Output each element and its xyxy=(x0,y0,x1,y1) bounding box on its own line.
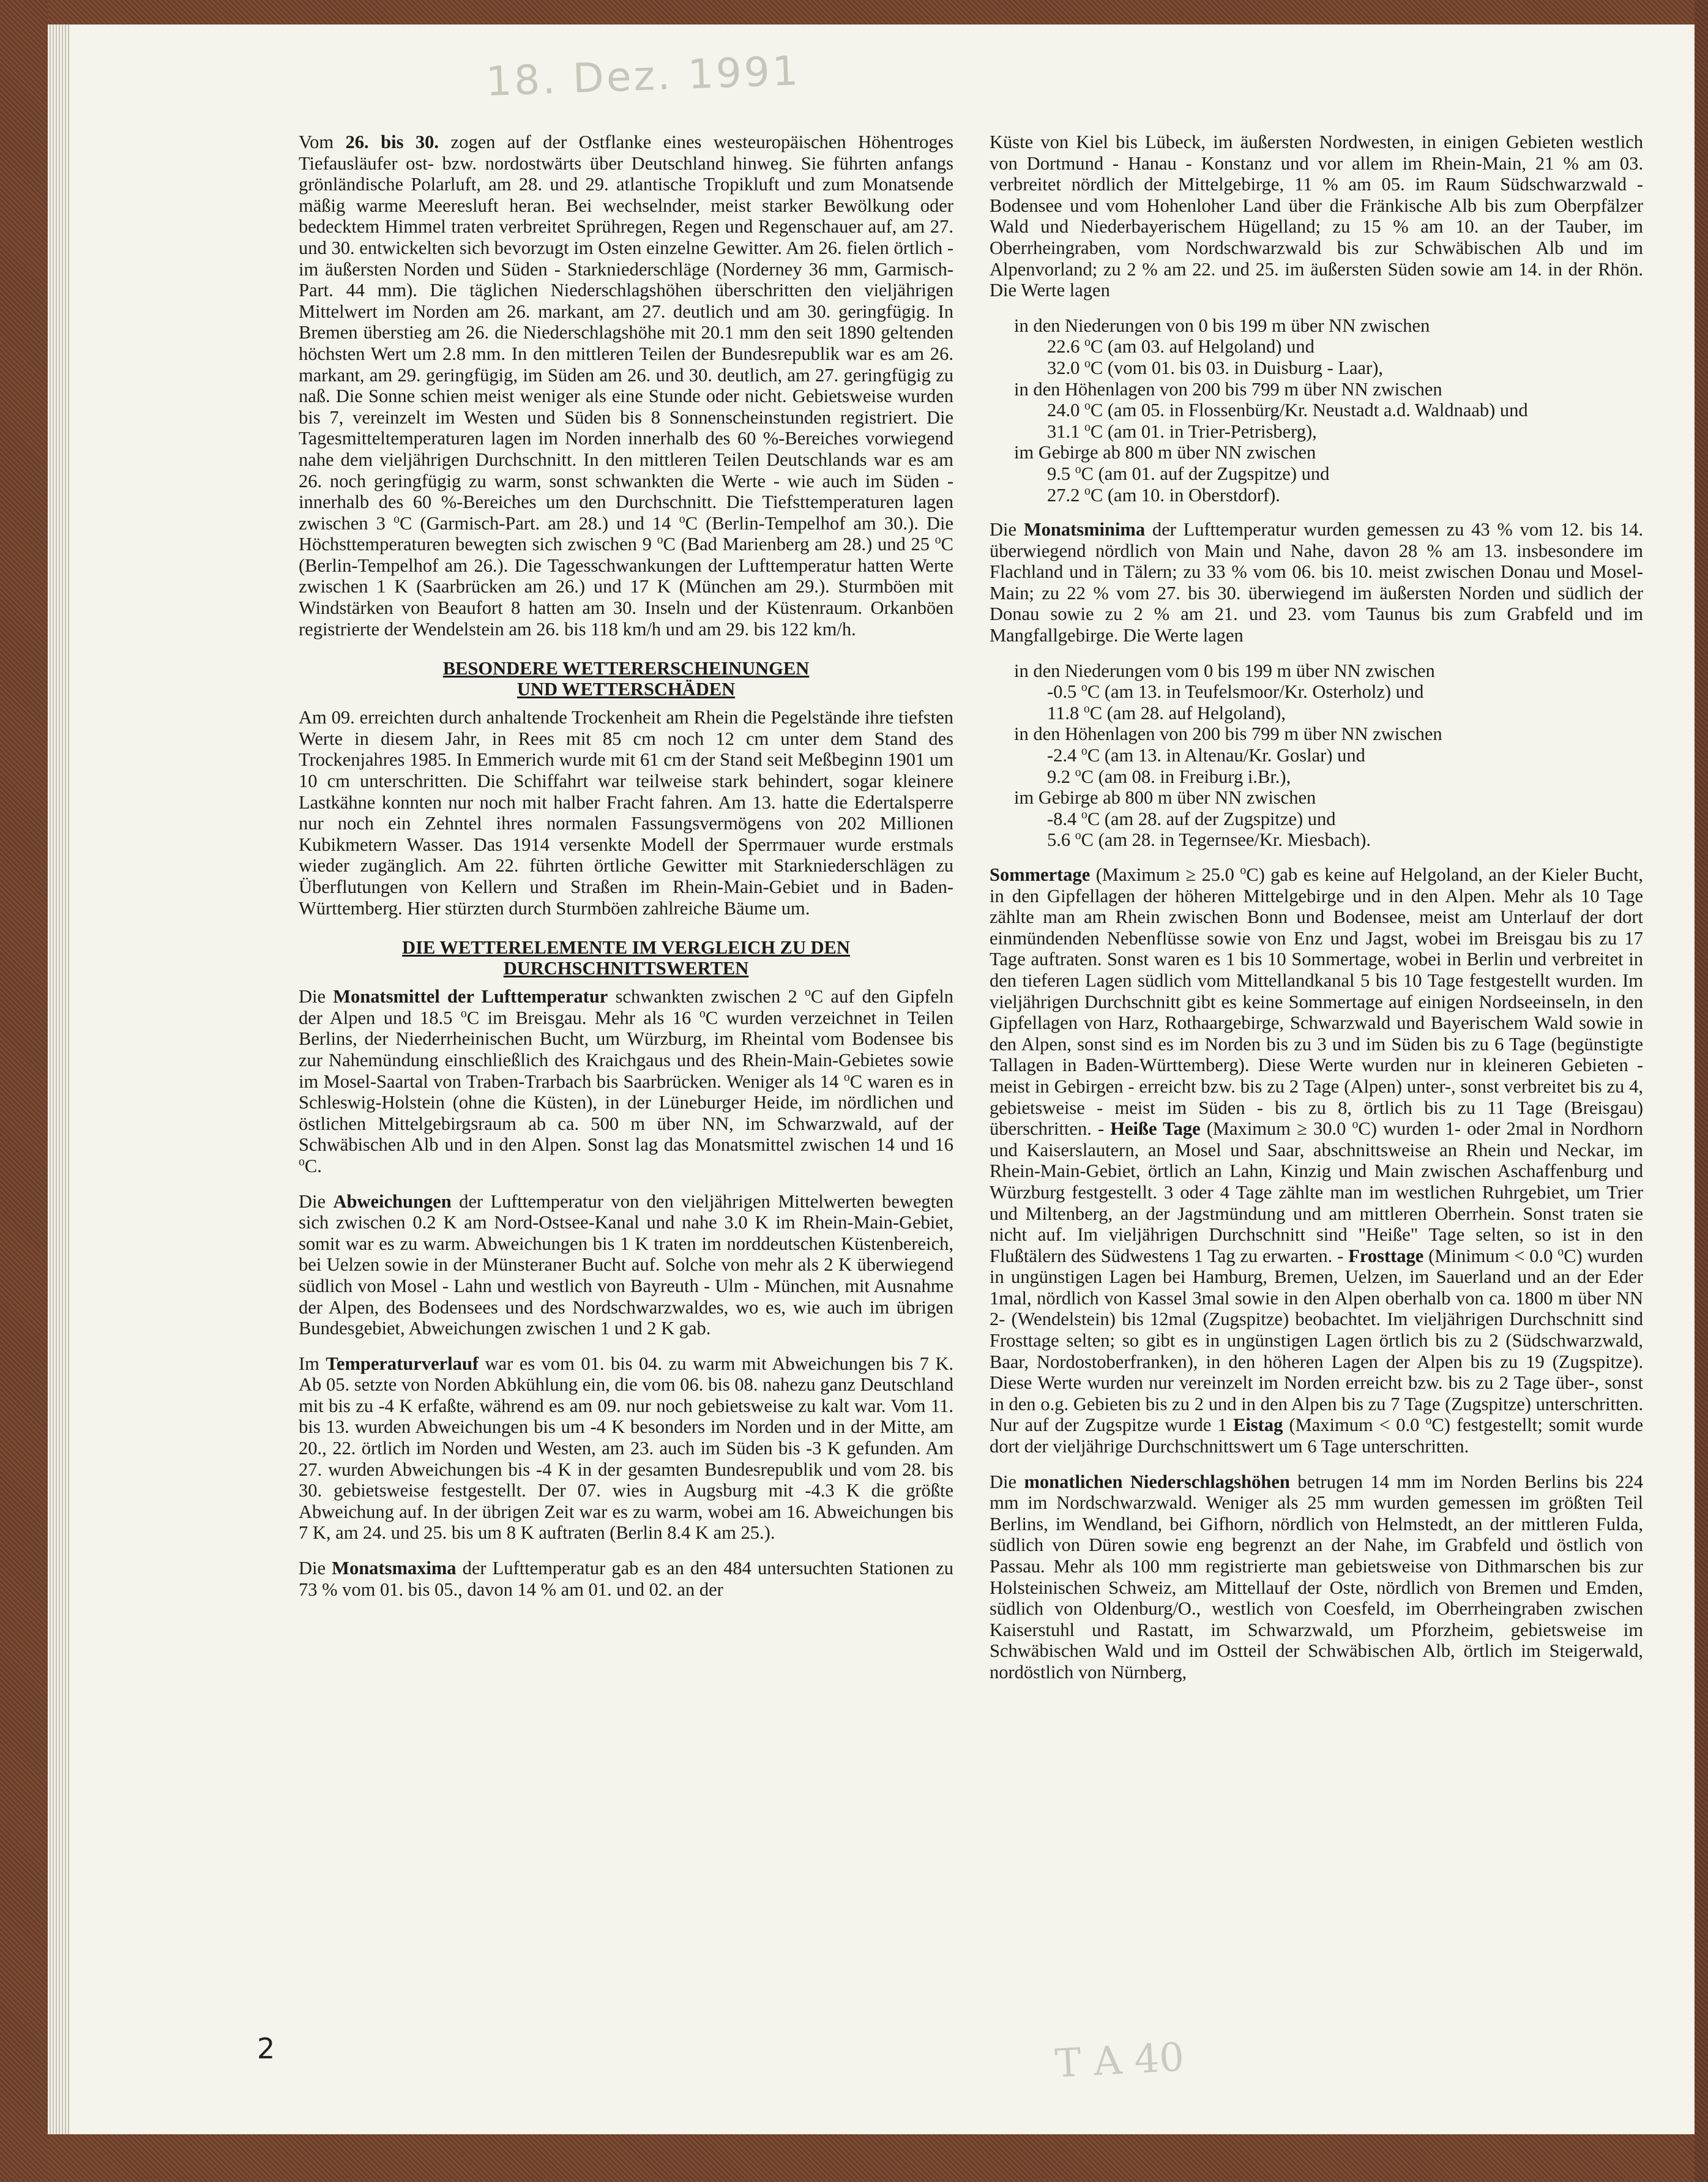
book-cover-edge xyxy=(1695,0,1708,2182)
paragraph-monthly-maxima: Die Monatsmaxima der Lufttemperatur gab es an den 484 untersuchten Stationen zu 73 % vom 01. bis 05., davon 14 % am 01. und 02. an der xyxy=(299,1558,954,1600)
book-cover-top xyxy=(48,0,1695,24)
date-stamp-show-through: 18. Dez. 1991 xyxy=(485,47,802,105)
paragraph-weather-26-30: Vom 26. bis 30. zogen auf der Ostflanke eines westeuropäischen Höhentroges Tiefausläufer ost- bzw. nordostwärts über Deutschland hinweg. Sie führten anfangs grönländische Polarluft, am 28. und 29. atlantische Tropikluft und zum Monatsende mäßig warme Meeresluft heran. Bei wechselnder, meist starker Bewölkung oder bedecktem Himmel traten verbreitet Sprühregen, Regen und Regenschauer auf, am 27. und 30. entwickelten sich bevorzugt im Osten einzelne Gewitter. Am 26. fielen örtlich - im äußersten Norden und Süden - Starkniederschläge (Norderney 36 mm, Garmisch-Part. 44 mm). Die täglichen Niederschlagshöhen überschritten den vieljährigen Mittelwert im Norden am 26. markant, am 27. deutlich und am 30. geringfügig. In Bremen überstieg am 26. die Niederschlagshöhe mit 20.1 mm den seit 1890 geltenden höchsten Wert um 2.8 mm. In den mittleren Teilen der Bundesrepublik war es am 26. markant, am 29. geringfügig, im Süden am 26. und 30. deutlich, am 27. geringfügig zu naß. Die Sonne schien meist weniger als eine Stunde oder nicht. Gebietsweise wurden bis 7, vereinzelt im Westen und Süden bis 8 Sonnenscheinstunden registriert. Die Tagesmitteltemperaturen lagen im Norden innerhalb des 60 %-Bereiches vorwiegend nahe dem vieljährigen Durchschnitt. In den mittleren Teilen Deutschlands war es am 26. noch geringfügig zu warm, sonst schwankten die Werte - wie auch im Süden - innerhalb des 60 %-Bereiches um den Durchschnitt. Die Tiefsttemperaturen lagen zwischen 3 $^o$C (Garmisch-Part. am 28.) und 14 $^o$C (Berlin-Tempelhof am 30.). Die Höchsttemperaturen bewegten sich zwischen 9 $^o$C (Bad Marienberg am 28.) und 25 $^o$C (Berlin-Tempelhof am 26.). Die Tagesschwankungen der Lufttemperatur hatten Werte zwischen 1 K (Saarbrücken am 26.) und 17 K (München am 29.). Sturmböen mit Windstärken von Beaufort 8 hatten am 30. Inseln und der Küstenraum. Orkanböen registrierte der Wendelstein am 26. bis 118 km/h und am 29. bis 122 km/h. xyxy=(299,132,954,640)
paragraph-temperature-course: Im Temperaturverlauf war es vom 01. bis 04. zu warm mit Abweichungen bis 7 K. Ab 05. setzte von Norden Abkühlung ein, die vom 06. bis 08. nahezu ganz Deutschland mit bis zu -4 K erfaßte, während es am 09. nur noch gebietsweise zu kalt war. Vom 11. bis 13. wurden Abweichungen bis um -4 K besonders im Norden und in der Mitte, am 20., 22. örtlich im Norden und Westen, am 23. auch im Süden bis -3 K gefunden. Am 27. wurden Abweichungen bis -4 K in der gesamten Bundesrepublik und vom 28. bis 30. gebietsweise festgestellt. Der 07. wies in Augsburg mit -4.3 K die größte Abweichung auf. In der übrigen Zeit war es zu warm, wobei am 16. Abweichungen bis 7 K, am 24. und 25. bis um 8 K auftraten (Berlin 8.4 K am 25.). xyxy=(299,1353,954,1544)
right-column xyxy=(990,132,1643,1697)
section-heading-special-weather: BESONDERE WETTERERSCHEINUNGEN UND WETTERSCHÄDEN xyxy=(442,658,810,700)
paragraph-monthly-minima: Die Monatsminima der Lufttemperatur wurden gemessen zu 43 % vom 12. bis 14. überwiegend nördlich von Main und Nahe, davon 28 % am 13. insbesondere im Flachland und in Tälern; zu 33 % vom 06. bis 10. meist zwischen Donau und Mosel-Main; zu 22 % vom 27. bis 30. überwiegend im äußersten Norden und südlich der Donau sowie zu 2 % am 21. und 23. vom Taunus bis zum Grabfeld und im Mangfallgebirge. Die Werte lagen xyxy=(990,519,1644,646)
maxima-values-list: in den Niederungen von 0 bis 199 m über NN zwischen 22.6 $^o$C (am 03. auf Helgoland) und 32.0 $^o$C (vom 01. bis 03. in Duisburg - Laar), in den Höhenlagen von 200 bis 799 m über NN zwischen 24.0 $^o$C (am 05. in Flossenbürg/Kr. Neustadt a.d. Waldnaab) und 31.1 $^o$C (am 01. in Trier-Petrisberg), im Gebirge ab 800 m über NN zwischen 9.5 $^o$C (am 01. auf der Zugspitze) und 27.2 $^o$C (am 10. in Oberstdorf). xyxy=(1014,315,1528,506)
handwritten-mark-show-through: T A 40 xyxy=(1054,2034,1185,2087)
paragraph-precipitation: Die monatlichen Niederschlagshöhen betrugen 14 mm im Norden Berlins bis 224 mm im Nordschwarzwald. Weniger als 25 mm wurden gemessen im größten Teil Berlins, im Wendland, bei Gifhorn, nördlich von Helmstedt, an der mittleren Fulda, südlich von Düren sowie eng begrenzt an der Nahe, im Grabfeld und östlich von Passau. Mehr als 100 mm registrierte man gebietsweise von Dithmarschen bis zur Holsteinischen Schweiz, am Mittellauf der Oste, nördlich von Bremen und Emden, südlich von Oldenburg/O., westlich von Coesfeld, im Oberrheingraben zwischen Kaiserstuhl und Rastatt, im Schwarzwald, um Pforzheim, gebietsweise im Schwäbischen Wald und im Ostteil der Schwäbischen Alb, örtlich im Steigerwald, nordöstlich von Nürnberg, xyxy=(990,1471,1644,1683)
page-edges xyxy=(48,24,70,2134)
page-number: 2 xyxy=(257,2032,275,2065)
paragraph-maxima-continued: Küste von Kiel bis Lübeck, im äußersten Nordwesten, in einigen Gebieten westlich von Dortmund - Hanau - Konstanz und vor allem im Rhein-Main, 21 % am 03. verbreitet nördlich der Mittelgebirge, 11 % am 05. im Raum Südschwarzwald - Bodensee und vom Hohenloher Land über die Fränkische Alb bis zum Oberpfälzer Wald und Niederbayerischem Hügelland; zu 15 % am 10. an der Tauber, im Oberrheingraben, vom Nordschwarzwald bis zur Schwäbischen Alb und im Alpenvorland; zu 2 % am 22. und 25. im äußersten Süden sowie am 14. in der Rhön. Die Werte lagen xyxy=(990,132,1643,301)
section-heading-comparison: DIE WETTERELEMENTE IM VERGLEICH ZU DEN DURCHSCHNITTSWERTEN xyxy=(402,937,850,979)
book-spine xyxy=(0,0,48,2182)
paragraph-monthly-mean: Die Monatsmittel der Lufttemperatur schwankten zwischen 2 $^o$C auf den Gipfeln der Alpen und 18.5 $^o$C im Breisgau. Mehr als 16 $^o$C wurden verzeichnet in Teilen Berlins, der Niederrheinischen Bucht, um Würzburg, im Rheintal vom Bodensee bis zur Nahemündung einschließlich des Kraichgaus und des Rhein-Main-Gebietes sowie im Mosel-Saartal von Traben-Trarbach bis Saarbrücken. Weniger als 14 $^o$C waren es in Schleswig-Holstein (ohne die Küsten), in der Lüneburger Heide, im nördlichen und östlichen Mittelgebirgsraum ab ca. 500 m über NN, im Schwarzwald, auf der Schwäbischen Alb und in den Alpen. Sonst lag das Monatsmittel zwischen 14 und 16 $^o$C. xyxy=(299,985,954,1176)
paragraph-deviations: Die Abweichungen der Lufttemperatur von den vieljährigen Mittelwerten bewegten sich zwischen 0.2 K am Nord-Ostsee-Kanal und nahe 3.0 K im Rhein-Main-Gebiet, somit war es zu warm. Abweichungen bis 1 K traten im norddeutschen Küstenbereich, bei Uelzen sowie in der Münsteraner Bucht auf. Solche von mehr als 2 K überwiegend südlich von Mosel - Lahn und westlich von Bayreuth - Ulm - München, mit Ausnahme der Alpen, des Bodensees und des Nordschwarzwaldes, wo es, wie auch im übrigen Bundesgebiet, Abweichungen zwischen 1 und 2 K gab. xyxy=(299,1190,954,1339)
minima-values-list: in den Niederungen vom 0 bis 199 m über NN zwischen -0.5 $^o$C (am 13. in Teufelsmoor/Kr. Osterholz) und 11.8 $^o$C (am 28. auf Helgoland), in den Höhenlagen von 200 bis 799 m über NN zwischen -2.4 $^o$C (am 13. in Altenau/Kr. Goslar) und 9.2 $^o$C (am 08. in Freiburg i.Br.), im Gebirge ab 800 m über NN zwischen -8.4 $^o$C (am 28. auf der Zugspitze) und 5.6 $^o$C (am 28. in Tegernsee/Kr. Miesbach). xyxy=(1014,660,1442,851)
paragraph-summer-hot-frost-days: Sommertage (Maximum ≥ 25.0 $^o$C) gab es keine auf Helgoland, an der Kieler Bucht, in den Gipfellagen der höheren Mittelgebirge und in den Alpen. Mehr als 10 Tage zählte man am Rhein zwischen Bonn und Bodensee, meist am Unterlauf der dort einmündenden Nebenflüsse sowie von Enz und Jagst, wobei im Breisgau bis zu 17 Tage auftraten. Sonst waren es 1 bis 10 Sommertage, wobei in Berlin und verbreitet in den tieferen Lagen südlich vom Mittellandkanal 5 bis 10 Tage festgestellt wurden. Im vieljährigen Durchschnitt gibt es keine Sommertage auf einigen Nordseeinseln, in den Gipfellagen von Harz, Rothaargebirge, Schwarzwald und Bayerischem Wald sowie in den Alpen, sonst sind es im Norden bis zu 3 und im Süden bis zu 6 Tage (begünstigte Tallagen in Baden-Württemberg). Diese Werte wurden nur in kleineren Gebieten - meist in Gebirgen - erreicht bzw. bis zu 2 Tage (Alpen) unter-, sonst verbreitet bis zu 4, gebietsweise - meist im Süden - bis zu 8, örtlich bis zu 11 Tage (Breisgau) überschritten. - Heiße Tage (Maximum ≥ 30.0 $^o$C) wurden 1- oder 2mal in Nordhorn und Kaiserslautern, an Mosel und Saar, abschnittsweise an Rhein und Neckar, im Rhein-Main-Gebiet, örtlich an Lahn, Kinzig und Main zwischen Aschaffenburg und Würzburg festgestellt. 3 oder 4 Tage zählte man im westlichen Ruhrgebiet, um Trier und Miltenberg, an der Jagstmündung und am mittleren Oberrhein. Sonst traten sie nicht auf. Im vieljährigen Durchschnitt sind "Heiße" Tage selten, so ist in den Flußtälern des Südwestens 1 Tag zu erwarten. - Frosttage (Minimum < 0.0 $^o$C) wurden in ungünstigen Lagen bei Hamburg, Bremen, Uelzen, im Sauerland und an der Eder 1mal, nördlich von Kassel 3mal sowie in den Alpen oberhalb von ca. 1800 m über NN 2- (Wendelstein) bis 12mal (Zugspitze) beobachtet. Im vieljährigen Durchschnitt sind Frosttage selten; so gibt es in ungünstigen Lagen örtlich bis zu 2 (Südschwarzwald, Baar, Nordostoberfranken), in den höheren Lagen der Alpen bis zu 19 (Zugspitze). Diese Werte wurden nur vereinzelt im Norden erreicht bzw. bis zu 2 Tage über-, sonst in den o.g. Gebieten bis zu 2 und in den Alpen bis zu 7 Tage (Zugspitze) unterschritten. Nur auf der Zugspitze wurde 1 Eistag (Maximum < 0.0 $^o$C) festgestellt; somit wurde dort der vieljährige Durchschnittswert um 6 Tage unterschritten. xyxy=(990,863,1644,1457)
left-column xyxy=(299,132,953,1614)
book-cover-bottom xyxy=(48,2134,1695,2182)
paragraph-special-weather: Am 09. erreichten durch anhaltende Trockenheit am Rhein die Pegelstände ihre tiefsten Werte in diesem Jahr, in Rees mit 85 cm noch 12 cm unter dem Stand des Trockenjahres 1985. In Emmerich wurde mit 61 cm der Stand seit Meßbeginn 1901 um 10 cm unterschritten. Die Schiffahrt war teilweise stark behindert, sogar kleinere Lastkähne konnten nur noch mit halber Fracht fahren. Am 13. hatte die Edertalsperre nur noch ein Zehntel ihres normalen Fassungsvermögens von 202 Millionen Kubikmetern Wasser. Das 1914 versenkte Modell der Sperrmauer wurde erstmals wieder zugänglich. Am 22. führten örtliche Gewitter mit Starkniederschlägen zu Überflutungen von Kellern und Straßen im Rhein-Main-Gebiet und in Baden-Württemberg. Hier stürzten durch Sturmböen zahlreiche Bäume um. xyxy=(299,707,953,919)
